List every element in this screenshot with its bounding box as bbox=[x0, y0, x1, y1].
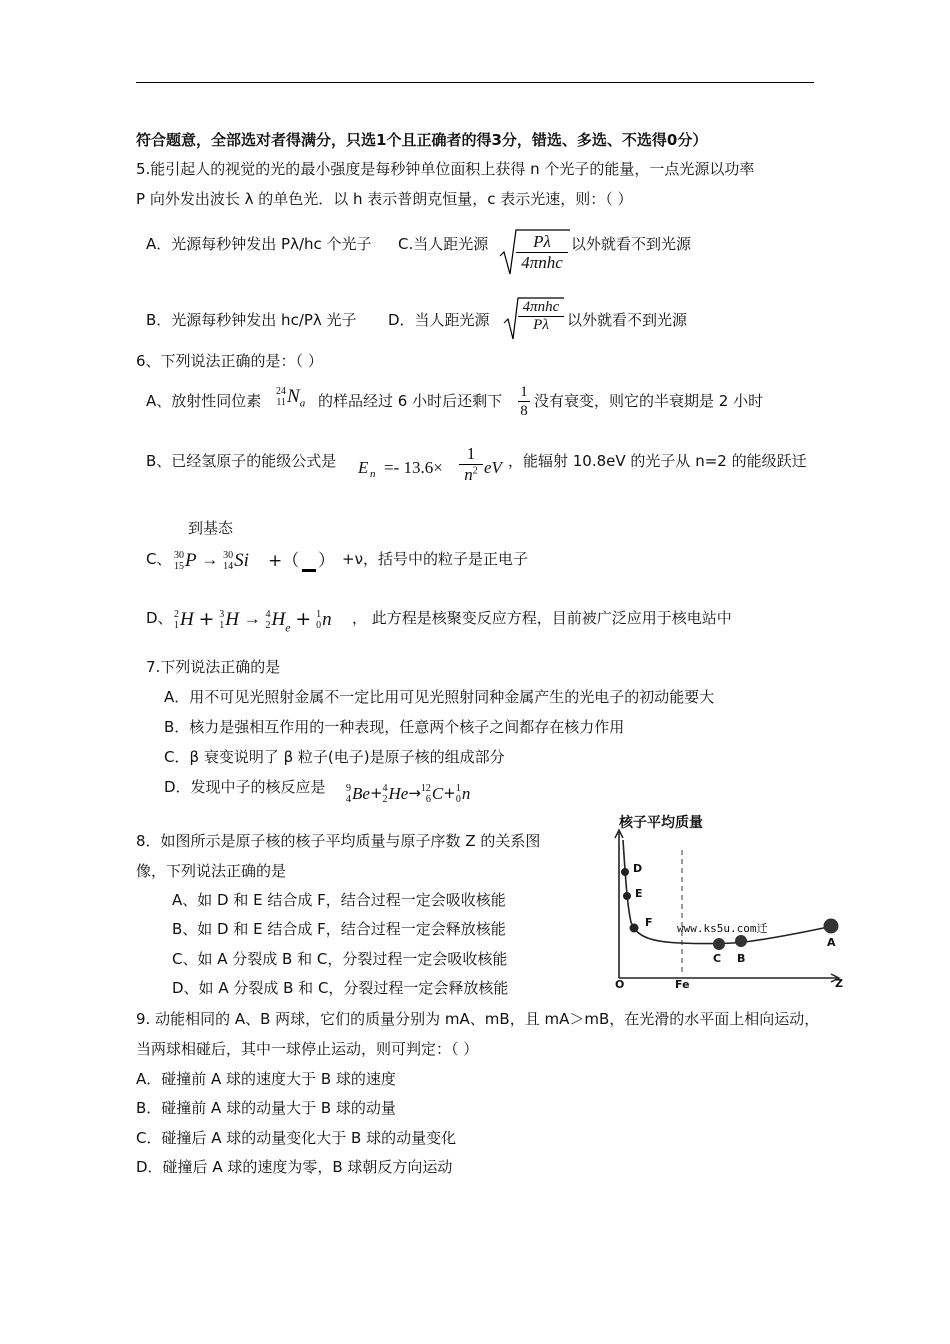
nuclide-mass: 30 bbox=[223, 550, 234, 562]
q5-option-c-prefix: C.当人距光源 bbox=[398, 235, 489, 253]
nuclide-symbol: C bbox=[431, 784, 444, 803]
q9-stem-line2: 当两球相碰后，其中一球停止运动，则可判定：（ ） bbox=[136, 1040, 479, 1058]
q6-c-blank bbox=[302, 558, 316, 576]
point-label-b: B bbox=[737, 952, 746, 965]
nuclide-symbol: H bbox=[225, 609, 239, 631]
q5-stem-line2: P 向外发出波长 λ 的单色光．以 h 表示普朗克恒量，c 表示光速，则：（ ） bbox=[136, 190, 633, 208]
q5-option-a: A．光源每秒钟发出 Pλ/hc 个光子 bbox=[146, 235, 372, 253]
q8-option-a: A、如 D 和 E 结合成 F，结合过程一定会吸收核能 bbox=[172, 891, 506, 909]
q6-option-c-suffix: +ν，括号中的粒子是正电子 bbox=[342, 550, 528, 568]
nuclide-mass: 24 bbox=[276, 386, 286, 397]
formula-denominator-exponent: 2 bbox=[472, 465, 478, 477]
nuclide-z: 14 bbox=[223, 561, 234, 573]
formula-unit: eV bbox=[484, 458, 502, 477]
reaction-arrow-icon: → bbox=[408, 783, 421, 802]
nuclide-z: 11 bbox=[276, 397, 286, 408]
formula-E: E bbox=[358, 458, 369, 477]
average-mass-curve bbox=[605, 810, 850, 995]
reaction-arrow-icon: → bbox=[243, 609, 261, 628]
q6-d-equation bbox=[174, 608, 332, 636]
nuclide-symbol: n bbox=[461, 784, 471, 803]
q9-option-c: C．碰撞后 A 球的动量变化大于 B 球的动量变化 bbox=[136, 1129, 457, 1147]
q8-option-d: D、如 A 分裂成 B 和 C，分裂过程一定会释放核能 bbox=[172, 979, 509, 997]
q5-stem-line1: 5.能引起人的视觉的光的最小强度是每秒钟单位面积上获得 n 个光子的能量，一点光源以功率 bbox=[136, 160, 755, 178]
nuclide-z: 0 bbox=[316, 620, 322, 632]
instruction-note: 符合题意，全部选对者得满分，只选1个且正确者的得3分，错选、多选、不选得0分） bbox=[136, 131, 708, 149]
z-axis-label: Z bbox=[835, 977, 843, 990]
nuclide-mass: 3 bbox=[219, 609, 225, 621]
q6-option-a-prefix: A、放射性同位素 bbox=[146, 392, 262, 410]
q7-option-c: C．β 衰变说明了 β 粒子(电子)是原子核的组成部分 bbox=[164, 748, 505, 766]
nuclide-symbol: N bbox=[287, 386, 300, 407]
fe-label: Fe bbox=[675, 978, 690, 991]
nuclide-z: 15 bbox=[174, 561, 184, 573]
formula-denominator: n bbox=[464, 465, 473, 484]
nuclide-mass: 1 bbox=[455, 783, 461, 794]
nuclide-symbol: H bbox=[271, 609, 286, 631]
nuclide-symbol: H bbox=[180, 609, 194, 631]
header-rule bbox=[136, 82, 814, 83]
nuclide-mass: 12 bbox=[420, 783, 431, 794]
nuclide-mass: 4 bbox=[265, 609, 271, 621]
point-label-e: E bbox=[635, 887, 643, 900]
q9-option-b: B．碰撞前 A 球的动量大于 B 球的动量 bbox=[136, 1099, 396, 1117]
nuclide-z: 1 bbox=[174, 620, 179, 632]
q6-c-plus-paren: +（ bbox=[268, 551, 300, 571]
fraction-numerator: 1 bbox=[518, 383, 530, 402]
point-label-c: C bbox=[713, 952, 722, 965]
nuclide-symbol: Si bbox=[234, 550, 249, 572]
q8-option-c: C、如 A 分裂成 B 和 C，分裂过程一定会吸收核能 bbox=[172, 950, 508, 968]
formula-coefficient: =- 13.6× bbox=[384, 458, 443, 477]
nuclide-symbol: Be bbox=[352, 784, 370, 803]
q8-stem-line1: 8．如图所示是原子核的核子平均质量与原子序数 Z 的关系图 bbox=[136, 832, 541, 850]
q5-d-denominator: Pλ bbox=[533, 317, 549, 333]
q6-c-close-paren: ） bbox=[318, 551, 335, 571]
q5-c-numerator: Pλ bbox=[516, 232, 568, 253]
formula-E-sub: n bbox=[370, 468, 376, 480]
q6-option-c-prefix: C、 bbox=[146, 550, 172, 568]
q7-option-d-prefix: D．发现中子的核反应是 bbox=[164, 778, 326, 796]
plus-sign: + bbox=[295, 608, 312, 630]
point-label-f: F bbox=[645, 916, 653, 929]
reaction-arrow-icon: → bbox=[201, 550, 219, 569]
point-label-d: D bbox=[633, 862, 643, 875]
nuclide-symbol: P bbox=[185, 550, 197, 572]
q6-option-b-continued: 到基态 bbox=[188, 519, 234, 537]
nuclide-mass: 30 bbox=[174, 550, 184, 562]
q6-stem: 6、下列说法正确的是：（ ） bbox=[136, 352, 323, 370]
origin-label: O bbox=[615, 978, 625, 991]
nuclide-z: 0 bbox=[455, 794, 461, 805]
nuclide-z: 6 bbox=[425, 794, 431, 805]
nuclide-subscript: a bbox=[299, 397, 306, 410]
q8-figure bbox=[605, 810, 850, 995]
point-label-a: A bbox=[827, 936, 836, 949]
nuclide-symbol: He bbox=[388, 784, 409, 803]
q8-option-b: B、如 D 和 E 结合成 F，结合过程一定会释放核能 bbox=[172, 920, 506, 938]
q6-option-d-prefix: D、 bbox=[146, 609, 173, 627]
q5-option-d-prefix: D．当人距光源 bbox=[388, 311, 490, 329]
q9-option-a: A．碰撞前 A 球的速度大于 B 球的速度 bbox=[136, 1070, 396, 1088]
q6-c-equation bbox=[174, 550, 249, 572]
q7-option-b: B．核力是强相互作用的一种表现，任意两个核子之间都存在核力作用 bbox=[164, 718, 625, 736]
q9-stem-line1: 9. 动能相同的 A、B 两球，它们的质量分别为 mA、mB，且 mA＞mB，在光滑的水平面上相向运动， bbox=[136, 1010, 820, 1028]
nuclide-z: 2 bbox=[382, 794, 388, 805]
q7-d-equation: 9 4 Be+ 4 2 He→ 12 6 C+ 1 0 n bbox=[346, 783, 471, 805]
q7-option-a: A．用不可见光照射金属不一定比用可见光照射同种金属产生的光电子的初动能要大 bbox=[164, 688, 715, 706]
watermark: www.ks5u.com迁 bbox=[677, 922, 768, 935]
nuclide-mass: 1 bbox=[316, 609, 322, 621]
nuclide-z: 2 bbox=[265, 620, 271, 632]
q6-option-a-mid: 的样品经过 6 小时后还剩下 bbox=[318, 392, 503, 410]
formula-numerator: 1 bbox=[459, 444, 483, 465]
q9-option-d: D．碰撞后 A 球的速度为零，B 球朝反方向运动 bbox=[136, 1158, 453, 1176]
nuclide-subscript: e bbox=[285, 620, 291, 635]
q6-option-b-prefix: B、已经氢原子的能级公式是 bbox=[146, 452, 337, 470]
fraction-denominator: 8 bbox=[520, 403, 528, 419]
q6-a-nuclide bbox=[276, 386, 305, 409]
nuclide-z: 1 bbox=[219, 620, 225, 632]
plus-sign: + bbox=[198, 608, 215, 630]
nuclide-z: 4 bbox=[346, 794, 351, 805]
q5-option-c-suffix: 以外就看不到光源 bbox=[571, 235, 692, 253]
q6-option-a-suffix: 没有衰变，则它的半衰期是 2 小时 bbox=[534, 392, 764, 410]
q5-d-numerator: 4πnhc bbox=[518, 299, 564, 317]
q5-option-d-suffix: 以外就看不到光源 bbox=[567, 311, 688, 329]
q8-stem-line2: 像，下列说法正确的是 bbox=[136, 862, 287, 880]
q6-a-fraction bbox=[518, 383, 530, 420]
q6-option-b-suffix: ，能辐射 10.8eV 的光子从 n=2 的能级跃迁 bbox=[508, 452, 807, 470]
q7-stem: 7.下列说法正确的是 bbox=[146, 658, 281, 676]
nuclide-mass: 9 bbox=[346, 783, 351, 794]
q5-option-b: B．光源每秒钟发出 hc/Pλ 光子 bbox=[146, 311, 357, 329]
nuclide-mass: 4 bbox=[382, 783, 388, 794]
q5-c-denominator: 4πnhc bbox=[521, 253, 563, 272]
nuclide-symbol: n bbox=[322, 609, 332, 631]
q6-option-d-suffix: ， 此方程是核聚变反应方程，目前被广泛应用于核电站中 bbox=[352, 609, 732, 627]
figure-title: 核子平均质量 bbox=[619, 815, 703, 831]
nuclide-mass: 2 bbox=[174, 609, 179, 621]
